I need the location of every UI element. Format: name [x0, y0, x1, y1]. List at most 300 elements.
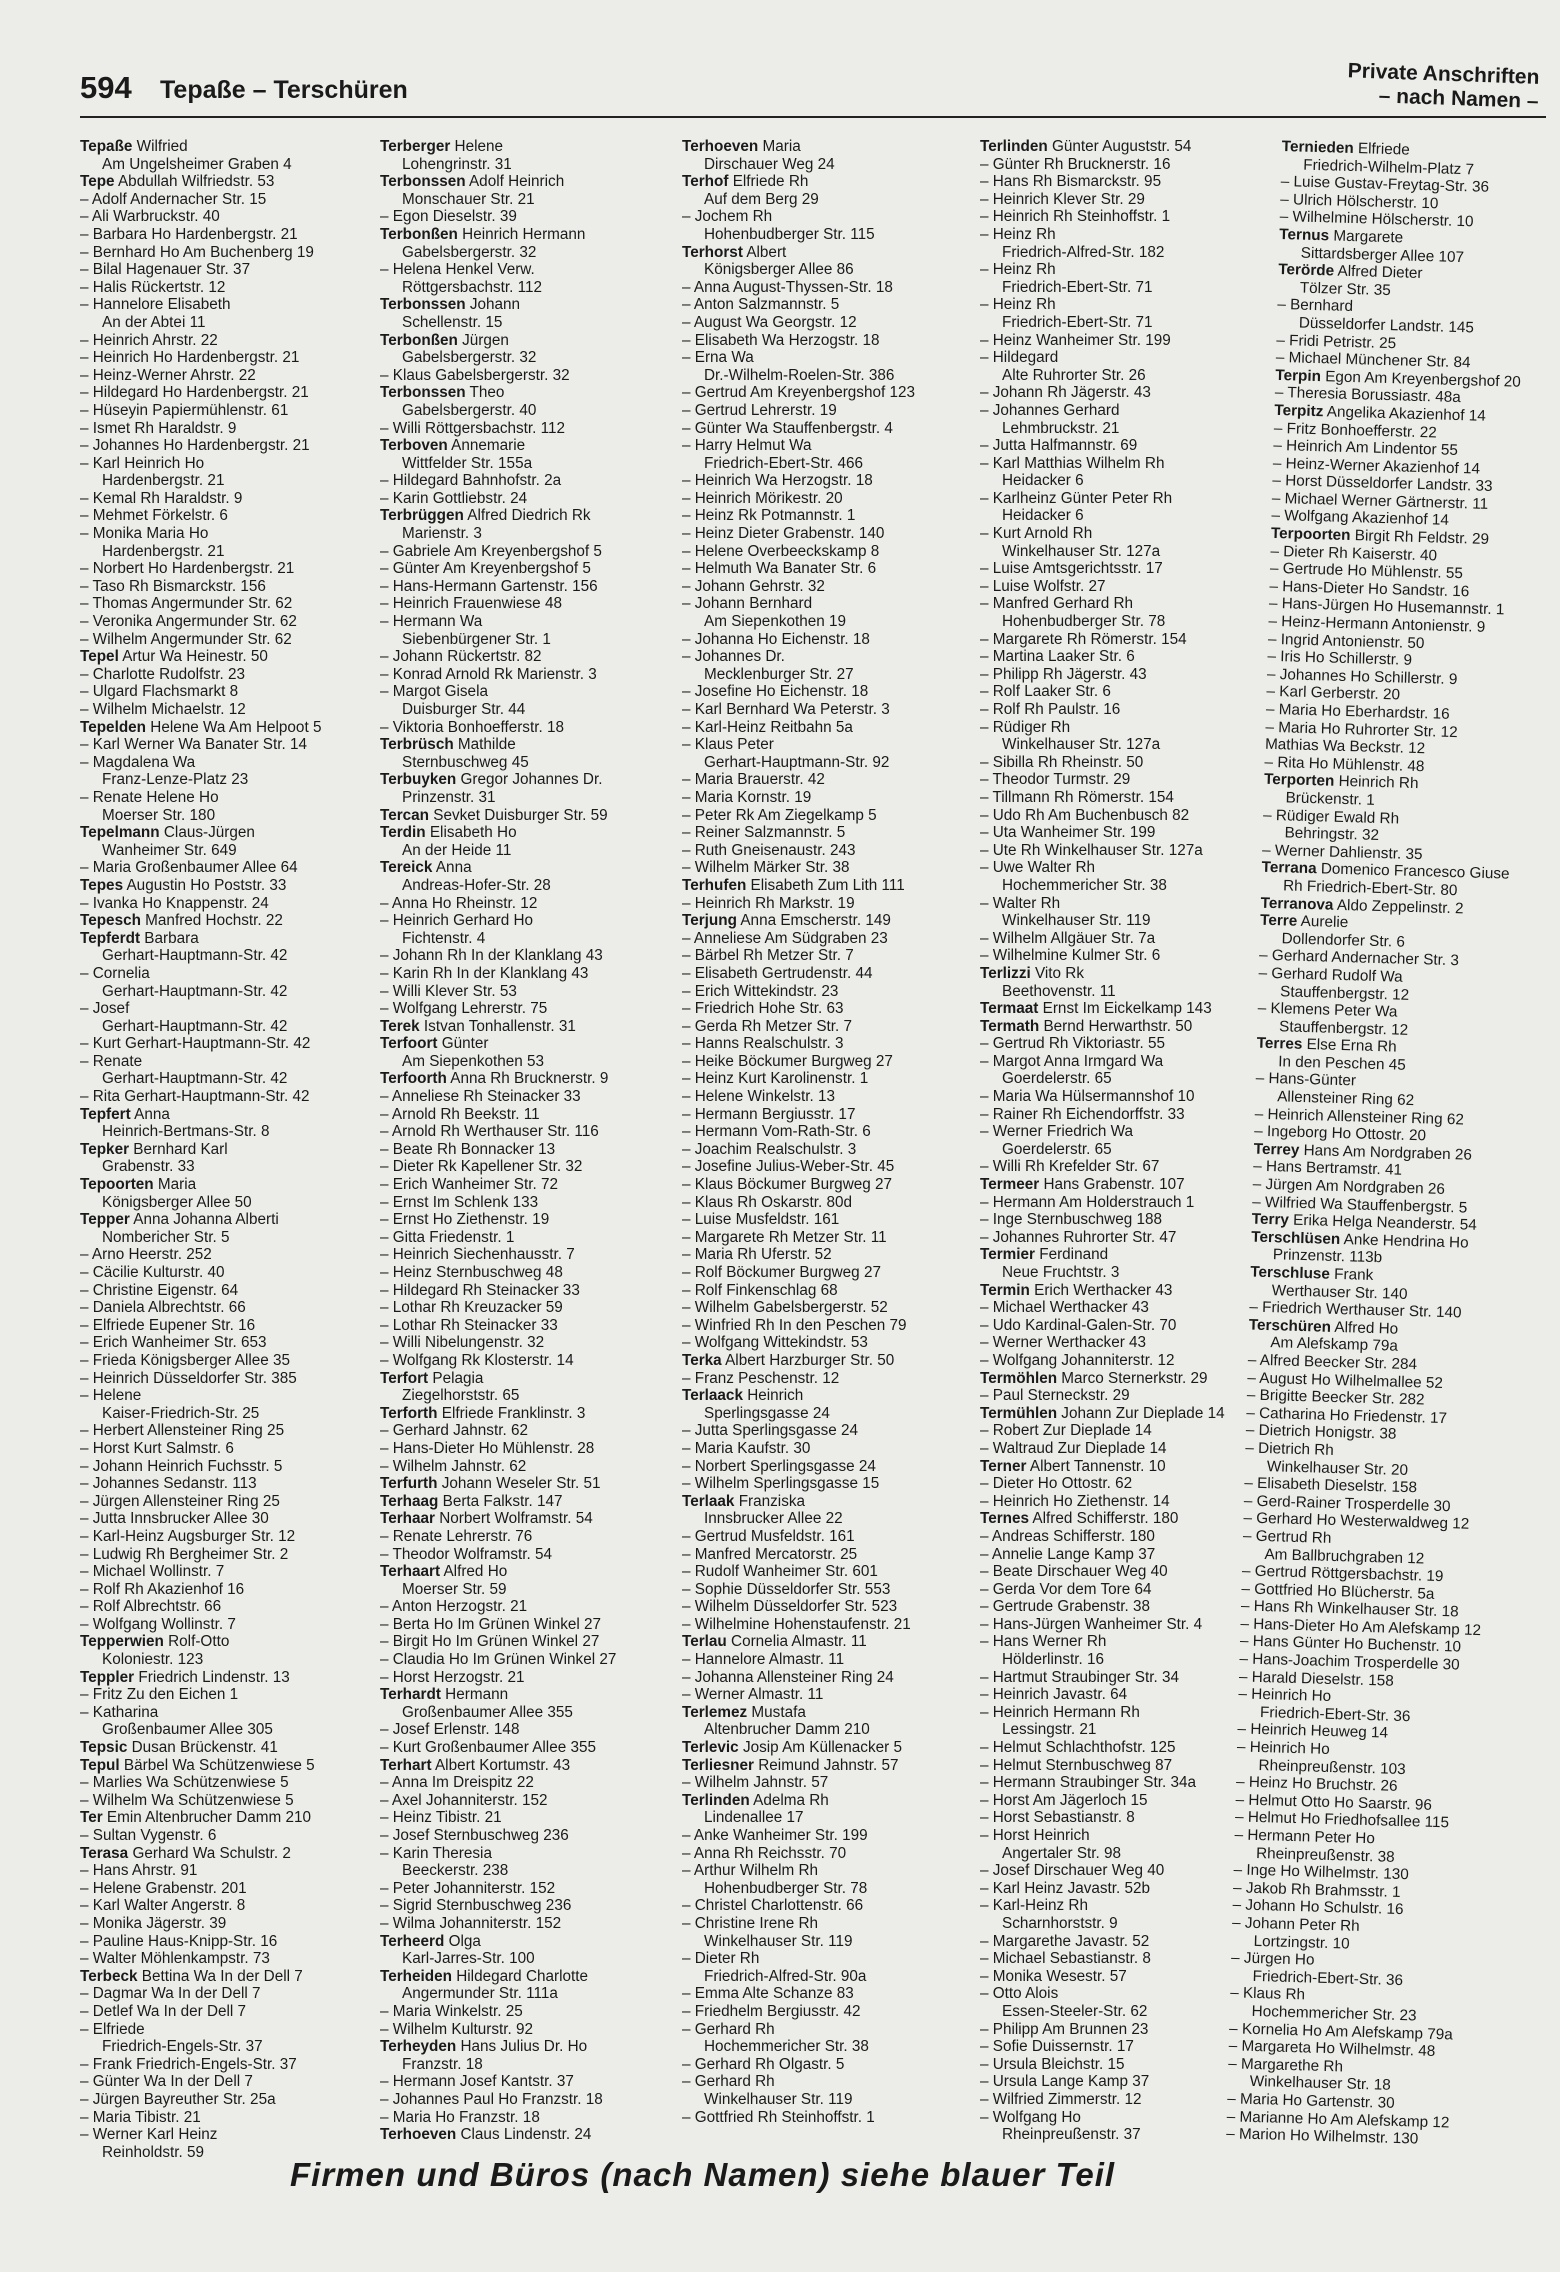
directory-entry — [682, 296, 977, 314]
entry-text: Alfred Schifferstr. 180 — [1029, 1510, 1179, 1528]
entry-text: Hildegard Charlotte — [451, 1967, 589, 1985]
entry-text: Alfred Ho — [440, 1563, 508, 1581]
entry-text: Albert — [742, 243, 787, 261]
entry-text: – Elisabeth Wa Herzogstr. 18 — [682, 331, 880, 349]
directory-entry — [380, 1968, 675, 1986]
entry-surname: Tepferdt — [80, 929, 141, 947]
directory-entry — [980, 719, 1275, 737]
entry-text: Brückenstr. 1 — [1285, 789, 1376, 809]
entry-text: – Heinrich Ho — [1236, 1738, 1330, 1758]
directory-entry — [980, 420, 1275, 438]
entry-text: Elisabeth Ho — [425, 824, 517, 842]
directory-entry — [380, 1475, 675, 1493]
entry-text: Andreas-Hofer-Str. 28 — [402, 876, 551, 894]
directory-entry — [980, 578, 1275, 596]
entry-text: – Friedhelm Bergiusstr. 42 — [682, 2002, 861, 2020]
directory-entry — [980, 1581, 1275, 1599]
entry-text: Innsbrucker Allee 22 — [704, 1510, 843, 1528]
directory-entry — [380, 771, 675, 789]
directory-entry — [682, 631, 977, 649]
directory-entry — [380, 560, 675, 578]
directory-entry — [682, 859, 977, 877]
directory-entry — [80, 244, 375, 262]
directory-entry — [380, 1598, 675, 1616]
entry-text: – Winfried Rh In den Peschen 79 — [682, 1316, 907, 1334]
directory-entry — [80, 1106, 375, 1124]
entry-text: – Thomas Angermunder Str. 62 — [80, 595, 293, 613]
entry-text: – Günter Rh Brucknerstr. 16 — [980, 155, 1171, 173]
entry-text: – Hartmut Straubinger Str. 34 — [980, 1668, 1179, 1686]
directory-entry — [380, 895, 675, 913]
directory-entry — [380, 1000, 675, 1018]
entry-text: – Erich Wanheimer Str. 72 — [380, 1176, 558, 1194]
directory-entry — [80, 384, 375, 402]
directory-entry — [80, 1915, 375, 1933]
entry-text: – Josefine Ho Eichenstr. 18 — [682, 683, 869, 701]
entry-text: – Walter Rh — [980, 894, 1061, 912]
entry-text: Pelagia — [428, 1369, 484, 1387]
directory-entry — [380, 1757, 675, 1775]
entry-text: – Wilma Johanniterstr. 152 — [380, 1914, 562, 1932]
entry-text: Winkelhauser Str. 20 — [1266, 1457, 1409, 1479]
directory-entry — [682, 1757, 977, 1775]
directory-entry — [380, 789, 675, 807]
entry-text: – Arthur Wilhelm Rh — [682, 1862, 819, 1880]
entry-text: Hochemmericher Str. 38 — [1002, 876, 1167, 894]
entry-text: – Hans Ahrstr. 91 — [80, 1862, 198, 1880]
entry-text: Sittardsberger Allee 107 — [1300, 244, 1465, 266]
entry-text: Abdullah Wilfriedstr. 53 — [114, 173, 275, 191]
directory-entry — [380, 648, 675, 666]
entry-text: – Frieda Königsberger Allee 35 — [80, 1351, 291, 1369]
directory-entry — [980, 1194, 1275, 1212]
directory-entry — [980, 595, 1275, 613]
directory-entry — [380, 296, 675, 314]
entry-text: – Johanna Ho Eichenstr. 18 — [682, 630, 870, 648]
directory-entry — [682, 1528, 977, 1546]
directory-entry — [682, 1950, 977, 1968]
section-label-line1: Private Anschriften — [1347, 59, 1540, 89]
entry-text: – Hermann Wa — [380, 613, 483, 631]
directory-entry — [80, 2073, 375, 2091]
entry-text: Wilfried — [132, 138, 188, 155]
directory-entry — [682, 1581, 977, 1599]
directory-entry — [80, 1686, 375, 1704]
directory-entry — [80, 631, 375, 649]
directory-entry — [682, 1334, 977, 1352]
entry-text: – Adolf Andernacher Str. 15 — [80, 190, 267, 208]
entry-surname: Terbuyken — [380, 771, 457, 789]
entry-text: – Johannes Ruhrorter Str. 47 — [980, 1228, 1177, 1246]
entry-text: – Josef — [80, 1000, 130, 1018]
entry-text: – Hans-Dieter Ho Am Alefskamp 12 — [1240, 1615, 1482, 1640]
entry-text: Bernhard Karl — [129, 1140, 228, 1158]
directory-entry — [80, 279, 375, 297]
directory-entry — [380, 1739, 675, 1757]
entry-text: – Hildegard Bahnhofstr. 2a — [380, 472, 562, 490]
entry-text: – Anton Herzogstr. 21 — [380, 1598, 528, 1616]
entry-surname: Terasa — [80, 1844, 129, 1862]
directory-entry — [80, 2038, 375, 2056]
entry-text: – Maria Tibistr. 21 — [80, 2108, 201, 2126]
entry-text: – Gabriele Am Kreyenbergshof 5 — [380, 542, 602, 560]
directory-entry — [380, 2038, 675, 2056]
directory-entry — [380, 1018, 675, 1036]
directory-entry — [80, 1387, 375, 1405]
entry-text: – Johannes Ho Schillerstr. 9 — [1266, 665, 1458, 688]
directory-entry — [682, 666, 977, 684]
entry-text: Hohenbudberger Str. 115 — [704, 225, 875, 243]
entry-text: – Hans Günter Ho Buchenstr. 10 — [1239, 1632, 1462, 1657]
directory-entry — [980, 1686, 1275, 1704]
directory-entry — [80, 1405, 375, 1423]
entry-text: – Gerhard Rh — [682, 2020, 775, 2038]
entry-text: Wanheimer Str. 649 — [102, 841, 237, 859]
directory-entry — [380, 877, 675, 895]
entry-text: – Rolf Rh Paulstr. 16 — [980, 701, 1121, 718]
entry-text: Helene Wa Am Helpoot 5 — [146, 718, 322, 736]
entry-text: – Johannes Paul Ho Franzstr. 18 — [380, 2090, 603, 2108]
entry-text: – Josef Erlenstr. 148 — [380, 1721, 520, 1739]
directory-entry — [682, 613, 977, 631]
directory-entry — [980, 1422, 1275, 1440]
directory-entry — [980, 1176, 1275, 1194]
directory-entry — [380, 2073, 675, 2091]
entry-text: Günter Auguststr. 54 — [1047, 138, 1192, 155]
entry-text: – Rolf Albrechtstr. 66 — [80, 1598, 222, 1616]
directory-entry — [980, 1546, 1275, 1564]
entry-text: – Monika Wesestr. 57 — [980, 1967, 1127, 1985]
entry-text: Siebenbürgener Str. 1 — [402, 630, 551, 648]
directory-entry — [80, 156, 375, 174]
entry-text: – Erna Wa — [682, 349, 754, 367]
directory-entry — [80, 965, 375, 983]
entry-text: – Kornelia Ho Am Alefskamp 79a — [1228, 2019, 1453, 2044]
entry-text: – Dieter Rh — [682, 1950, 760, 1968]
entry-text: – August Wa Georgstr. 12 — [682, 313, 857, 331]
entry-text: – Kurt Großenbaumer Allee 355 — [380, 1739, 596, 1757]
entry-text: – Heinz Rh — [980, 296, 1056, 314]
entry-text: Lindenallee 17 — [704, 1809, 804, 1827]
directory-entry — [80, 2003, 375, 2021]
entry-text: – Horst Sebastianstr. 8 — [980, 1809, 1135, 1827]
entry-text: – Heinz Dieter Grabenstr. 140 — [682, 525, 885, 543]
directory-entry — [380, 1211, 675, 1229]
directory-entry — [980, 1827, 1275, 1845]
entry-text: – Wolfgang Rk Klosterstr. 14 — [380, 1351, 574, 1369]
entry-surname: Terbrüggen — [380, 507, 464, 525]
entry-text: – Heinrich Rh Steinhoffstr. 1 — [980, 208, 1171, 226]
entry-text: – Heinz Rk Potmannstr. 1 — [682, 507, 856, 525]
directory-entry — [682, 173, 977, 191]
directory-column-4 — [980, 138, 1275, 2144]
entry-text: – Frank Friedrich-Engels-Str. 37 — [80, 2055, 297, 2073]
directory-entry — [380, 1088, 675, 1106]
directory-entry — [682, 226, 977, 244]
directory-entry — [682, 595, 977, 613]
entry-text: Maria — [153, 1176, 197, 1194]
directory-entry — [682, 2056, 977, 2074]
entry-text: – Hannelore Almastr. 11 — [682, 1651, 845, 1669]
entry-text: – Gertrud Am Kreyenbergshof 123 — [682, 384, 915, 402]
entry-text: – Beate Dirschauer Weg 40 — [980, 1563, 1168, 1581]
directory-entry — [380, 2003, 675, 2021]
entry-text: – Theresia Borussiastr. 48a — [1274, 384, 1461, 407]
entry-text: Bernd Herwarthstr. 50 — [1039, 1017, 1193, 1035]
directory-entry — [380, 701, 675, 719]
entry-text: – Fritz Bonhoefferstr. 22 — [1273, 419, 1438, 441]
entry-text: – Theodor Turmstr. 29 — [980, 771, 1131, 789]
directory-entry — [980, 824, 1275, 842]
directory-entry — [682, 384, 977, 402]
directory-entry — [80, 1317, 375, 1335]
entry-text: – Heike Böckumer Burgweg 27 — [682, 1052, 893, 1070]
entry-text: Barbara — [140, 929, 199, 947]
entry-text: – Heinrich Gerhard Ho — [380, 912, 534, 930]
entry-text: Heinrich Hermann — [457, 225, 586, 243]
entry-text: – Günter Wa Stauffenbergstr. 4 — [682, 419, 893, 437]
entry-text: – Herbert Allensteiner Ring 25 — [80, 1422, 285, 1440]
entry-text: Karl-Jarres-Str. 100 — [402, 1950, 535, 1968]
directory-entry — [980, 983, 1275, 1001]
directory-entry — [80, 842, 375, 860]
entry-surname: Terhardt — [380, 1686, 441, 1704]
directory-entry — [980, 1510, 1275, 1528]
entry-surname: Terhaag — [380, 1492, 439, 1510]
entry-text: – Heinrich Wa Herzogstr. 18 — [682, 472, 873, 490]
entry-surname: Terlizzi — [980, 964, 1031, 982]
directory-entry — [980, 226, 1275, 244]
directory-entry — [682, 261, 977, 279]
directory-entry — [380, 719, 675, 737]
directory-entry — [80, 2091, 375, 2109]
directory-entry — [80, 1053, 375, 1071]
directory-entry — [980, 1282, 1275, 1300]
entry-surname: Terhoeven — [682, 138, 759, 155]
entry-text: Albert Harzburger Str. 50 — [721, 1351, 895, 1369]
directory-entry — [980, 1880, 1275, 1898]
directory-entry — [980, 1211, 1275, 1229]
entry-text: Anke Hendrina Ho — [1340, 1230, 1469, 1252]
section-label-line2: – nach Namen – — [1378, 84, 1540, 113]
directory-entry — [380, 490, 675, 508]
directory-entry — [80, 226, 375, 244]
entry-text: – Wilfried Wa Stauffenbergstr. 5 — [1252, 1193, 1468, 1217]
directory-entry — [380, 1035, 675, 1053]
entry-text: – Gitta Friedenstr. 1 — [380, 1228, 515, 1246]
entry-text: Winkelhauser Str. 127a — [1002, 736, 1161, 754]
directory-entry — [682, 1721, 977, 1739]
directory-entry — [980, 613, 1275, 631]
entry-text: – Wilhelm Düsseldorfer Str. 523 — [682, 1598, 898, 1616]
entry-surname: Terhaar — [380, 1510, 435, 1528]
directory-entry — [80, 1651, 375, 1669]
entry-text: – Anneliese Am Südgraben 23 — [682, 929, 888, 947]
entry-text: – Robert Zur Dieplade 14 — [980, 1422, 1152, 1440]
directory-entry — [80, 1299, 375, 1317]
directory-entry — [980, 507, 1275, 525]
directory-entry — [682, 332, 977, 350]
directory-entry — [682, 1229, 977, 1247]
directory-entry — [80, 1264, 375, 1282]
entry-text: – Wilhelm Angermunder Str. 62 — [80, 630, 292, 648]
entry-text: Stauffenbergstr. 12 — [1279, 982, 1410, 1004]
directory-entry — [682, 1317, 977, 1335]
directory-entry — [80, 807, 375, 825]
entry-text: – Gerhard Andernacher Str. 3 — [1258, 946, 1460, 970]
entry-text: – Klemens Peter Wa — [1257, 999, 1398, 1021]
entry-text: – Ernst Im Schlenk 133 — [380, 1193, 539, 1211]
directory-entry — [80, 1739, 375, 1757]
entry-text: Allensteiner Ring 62 — [1276, 1088, 1415, 1110]
entry-text: Nombericher Str. 5 — [102, 1228, 230, 1246]
entry-text: – Andreas Schifferstr. 180 — [980, 1527, 1155, 1545]
entry-text: Friedrich-Ebert-Str. 36 — [1252, 1967, 1404, 1989]
entry-text: – Wilhelmine Hölscherstr. 10 — [1279, 208, 1474, 231]
directory-entry — [80, 1475, 375, 1493]
entry-text: Beethovenstr. 11 — [1002, 982, 1116, 1000]
directory-entry — [980, 1774, 1275, 1792]
directory-entry — [682, 1651, 977, 1669]
directory-entry — [80, 1370, 375, 1388]
directory-entry — [980, 1229, 1275, 1247]
entry-text: – Birgit Ho Im Grünen Winkel 27 — [380, 1633, 600, 1651]
directory-entry — [682, 472, 977, 490]
entry-text: Winkelhauser Str. 119 — [704, 1932, 853, 1950]
entry-text: – Charlotte Rudolfstr. 23 — [80, 665, 245, 683]
directory-entry — [80, 261, 375, 279]
directory-entry — [380, 138, 675, 156]
entry-surname: Terboven — [380, 437, 448, 455]
entry-surname: Terörde — [1278, 261, 1335, 280]
entry-surname: Termath — [980, 1017, 1040, 1035]
entry-text: Friedrich-Ebert-Str. 71 — [1002, 313, 1153, 331]
directory-entry — [682, 1475, 977, 1493]
entry-text: Elfriede — [1353, 140, 1411, 159]
entry-text: Else Erna Rh — [1302, 1036, 1397, 1056]
entry-text: – Luise Musfeldstr. 161 — [682, 1211, 840, 1229]
directory-entry — [80, 613, 375, 631]
entry-text: Alfred Ho — [1330, 1318, 1399, 1338]
directory-entry — [682, 1968, 977, 1986]
entry-text: Sternbuschweg 45 — [402, 753, 529, 771]
entry-text: – Heinrich Ho Ziethenstr. 14 — [980, 1492, 1170, 1510]
directory-entry — [980, 1598, 1275, 1616]
directory-entry — [682, 1141, 977, 1159]
entry-text: – Margareta Ho Wilhelmstr. 48 — [1228, 2037, 1436, 2061]
entry-text: Monschauer Str. 21 — [402, 190, 535, 208]
entry-surname: Terlinden — [980, 138, 1048, 155]
entry-text: – Hermann Josef Kantstr. 37 — [380, 2073, 574, 2091]
entry-text: – Karl Heinz Javastr. 52b — [980, 1879, 1151, 1897]
entry-text: – Hans-Dieter Ho Mühlenstr. 28 — [380, 1439, 595, 1457]
entry-text: Vito Rk — [1030, 964, 1084, 982]
entry-text: – Hans-Günter — [1255, 1070, 1357, 1090]
entry-text: Großenbaumer Allee 305 — [102, 1721, 273, 1739]
entry-surname: Terpoorten — [1270, 524, 1351, 545]
entry-text: – Maria Ho Ruhrorter Str. 12 — [1265, 718, 1458, 741]
directory-entry — [980, 1721, 1275, 1739]
entry-text: – Horst Düsseldorfer Landstr. 33 — [1272, 472, 1493, 496]
entry-surname: Terlau — [682, 1633, 727, 1651]
directory-entry — [80, 472, 375, 490]
entry-text: – Walter Möhlenkampstr. 73 — [80, 1950, 270, 1968]
directory-entry — [380, 314, 675, 332]
directory-column-1 — [80, 138, 375, 2161]
entry-text: Prinzenstr. 31 — [402, 788, 496, 806]
entry-surname: Terschluse — [1250, 1263, 1331, 1283]
entry-text: Gabelsbergerstr. 40 — [402, 401, 537, 419]
directory-entry — [682, 1493, 977, 1511]
entry-text: Elfriede Franklinstr. 3 — [437, 1404, 586, 1422]
directory-entry — [682, 1616, 977, 1634]
entry-text: – Halis Rückertstr. 12 — [80, 278, 226, 296]
entry-text: Am Ungelsheimer Graben 4 — [102, 155, 292, 173]
entry-text: – Hans-Jürgen Ho Husemannstr. 1 — [1268, 595, 1505, 619]
entry-text: Anna Johanna Alberti — [129, 1211, 279, 1229]
entry-text: – Ulgard Flachsmarkt 8 — [80, 683, 239, 701]
entry-text: – Gertrud Rh — [1242, 1527, 1332, 1547]
directory-entry — [682, 771, 977, 789]
entry-text: – Klaus Böckumer Burgweg 27 — [682, 1176, 893, 1194]
entry-text: Grabenstr. 33 — [102, 1158, 195, 1176]
directory-entry — [80, 1704, 375, 1722]
directory-entry — [980, 349, 1275, 367]
directory-entry — [682, 1510, 977, 1528]
directory-entry — [980, 1616, 1275, 1634]
directory-entry — [380, 1334, 675, 1352]
directory-entry — [980, 332, 1275, 350]
entry-text: Alfred Diedrich Rk — [463, 507, 591, 525]
directory-entry — [682, 1000, 977, 1018]
directory-entry — [682, 1176, 977, 1194]
directory-entry — [980, 1809, 1275, 1827]
directory-entry — [980, 1317, 1275, 1335]
entry-text: Sevket Duisburger Str. 59 — [429, 806, 608, 824]
entry-text: Königsberger Allee 86 — [704, 261, 854, 279]
directory-entry — [380, 1282, 675, 1300]
entry-text: Anna — [130, 1105, 170, 1123]
entry-text: Marco Sternerkstr. 29 — [1057, 1369, 1208, 1387]
entry-text: – Veronika Angermunder Str. 62 — [80, 613, 297, 631]
entry-text: Elfriede Rh — [728, 173, 809, 191]
directory-entry — [980, 1088, 1275, 1106]
entry-text: – Günter Wa In der Dell 7 — [80, 2073, 253, 2091]
entry-text: – Helena Henkel Verw. — [380, 261, 535, 279]
entry-text: – Claudia Ho Im Grünen Winkel 27 — [380, 1651, 617, 1669]
directory-entry — [80, 1669, 375, 1687]
directory-entry — [980, 261, 1275, 279]
entry-text: – Peter Rk Am Ziegelkamp 5 — [682, 806, 877, 824]
directory-entry — [380, 2126, 675, 2144]
entry-text: – Wolfgang Akazienhof 14 — [1271, 507, 1450, 530]
directory-entry — [380, 1862, 675, 1880]
entry-text: Am Siepenkothen 53 — [402, 1052, 545, 1070]
entry-text: – Josef Sternbuschweg 236 — [380, 1827, 569, 1844]
directory-entry — [682, 420, 977, 438]
entry-surname: Terfoort — [380, 1035, 438, 1053]
entry-text: – Rolf Rh Akazienhof 16 — [80, 1580, 245, 1598]
directory-entry — [682, 1598, 977, 1616]
entry-text: – Karin Gottliebstr. 24 — [380, 489, 528, 507]
directory-entry — [80, 1880, 375, 1898]
entry-surname: Terhoeven — [380, 2126, 457, 2144]
directory-entry — [682, 1158, 977, 1176]
entry-surname: Tepesch — [80, 912, 141, 930]
entry-text: – Ursula Bleichstr. 15 — [980, 2055, 1125, 2073]
directory-entry — [682, 367, 977, 385]
directory-entry — [380, 1950, 675, 1968]
